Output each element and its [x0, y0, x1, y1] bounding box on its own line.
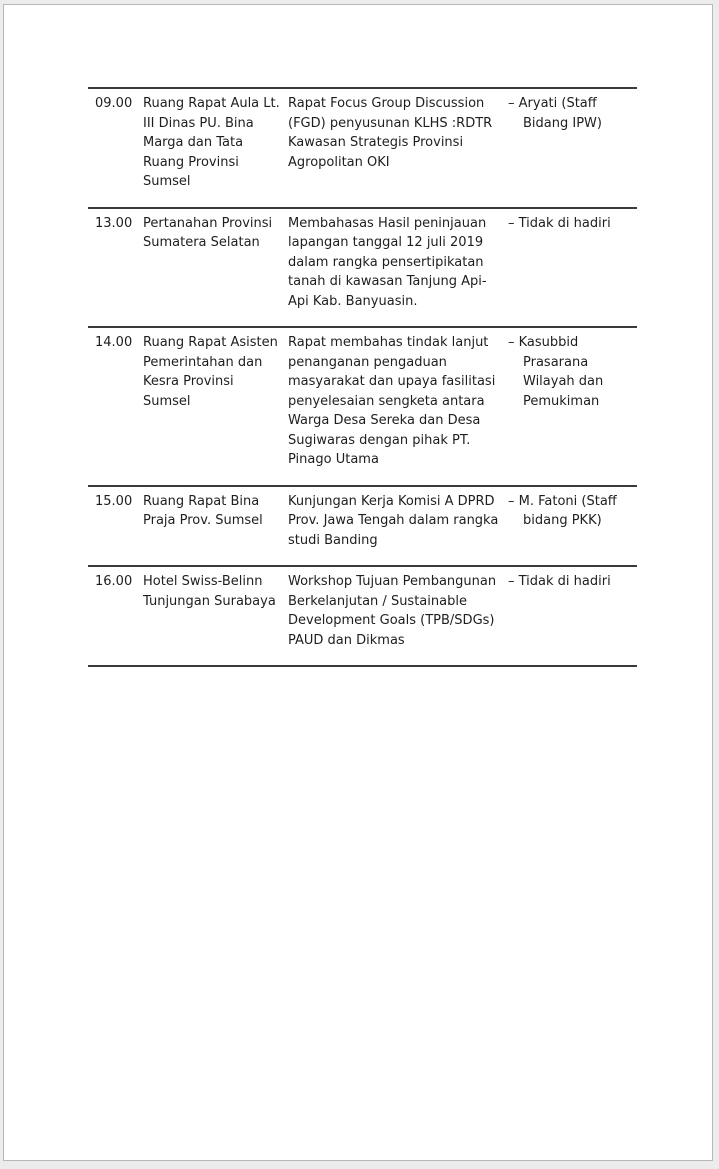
schedule-row — [88, 208, 637, 328]
schedule-row — [88, 566, 637, 666]
schedule-row — [88, 486, 637, 567]
event-attendee: – Tidak di hadiri — [506, 566, 637, 666]
event-description: Workshop Tujuan Pembangunan Berkelanjutan / Sustainable Development Goals (TPB/SDGs) PAUD dan Dikmas — [286, 566, 506, 666]
event-description: Membahasas Hasil peninjauan lapangan tanggal 12 juli 2019 dalam rangka pensertipikatan tanah di kawasan Tanjung Api-Api Kab. Banyuasin. — [286, 208, 506, 328]
schedule-row — [88, 327, 637, 486]
event-time: 15.00 — [88, 486, 141, 567]
event-time: 16.00 — [88, 566, 141, 666]
event-description: Rapat Focus Group Discussion (FGD) penyusunan KLHS :RDTR Kawasan Strategis Provinsi Agropolitan OKI — [286, 88, 506, 208]
event-time: 09.00 — [88, 88, 141, 208]
event-time: 13.00 — [88, 208, 141, 328]
event-time: 14.00 — [88, 327, 141, 486]
event-location: Ruang Rapat Asisten Pemerintahan dan Kesra Provinsi Sumsel — [141, 327, 286, 486]
schedule-row — [88, 88, 637, 208]
event-description: Rapat membahas tindak lanjut penanganan pengaduan masyarakat dan upaya fasilitasi penyelesaian sengketa antara Warga Desa Sereka dan Desa Sugiwaras dengan pihak PT. Pinago Utama — [286, 327, 506, 486]
document-page — [3, 4, 713, 1161]
event-attendee: – M. Fatoni (Staff bidang PKK) — [506, 486, 637, 567]
event-location: Ruang Rapat Bina Praja Prov. Sumsel — [141, 486, 286, 567]
event-attendee: – Aryati (Staff Bidang IPW) — [506, 88, 637, 208]
event-description: Kunjungan Kerja Komisi A DPRD Prov. Jawa Tengah dalam rangka studi Banding — [286, 486, 506, 567]
event-location: Pertanahan Provinsi Sumatera Selatan — [141, 208, 286, 328]
event-attendee: – Kasubbid Prasarana Wilayah dan Pemukiman — [506, 327, 637, 486]
event-location: Ruang Rapat Aula Lt. III Dinas PU. Bina Marga dan Tata Ruang Provinsi Sumsel — [141, 88, 286, 208]
event-location: Hotel Swiss-Belinn Tunjungan Surabaya — [141, 566, 286, 666]
event-attendee: – Tidak di hadiri — [506, 208, 637, 328]
schedule-table — [88, 87, 637, 667]
schedule-table-body — [88, 88, 637, 666]
